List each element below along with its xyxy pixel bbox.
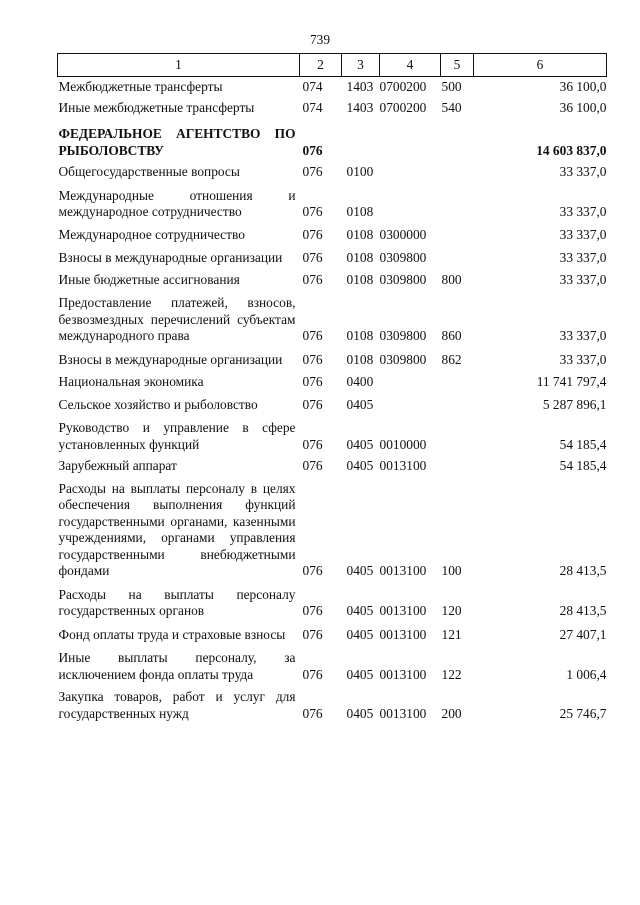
table-row [58,288,607,345]
row-target-article-code: 0700200 [379,99,427,115]
header-row [58,54,607,77]
page-number: 739 [309,32,331,47]
row-target-article-code: 0013100 [379,458,427,473]
row-expense-type-code: 121 [441,626,462,642]
row-amount: 28 413,5 [559,603,607,618]
row-expense-type-code: 540 [441,99,462,115]
row-section-code: 0405 [346,626,374,642]
budget-table [57,53,607,722]
row-ministry-code: 076 [302,666,323,682]
row-amount: 33 337,0 [559,328,607,343]
row-name: Фонд оплаты труда и страховые взносы [58,626,286,642]
header-col-2: 2 [300,54,342,77]
row-amount: 5 287 896,1 [542,396,607,412]
header-col-4: 4 [380,54,441,77]
row-expense-type-code [441,391,474,414]
row-ministry-code: 076 [302,226,323,242]
row-expense-type-code [441,243,474,267]
row-target-article-code: 0013100 [379,666,427,682]
row-section-code: 0100 [346,164,374,179]
row-amount: 54 185,4 [559,436,607,452]
row-ministry-code: 076 [302,142,323,158]
row-ministry-code: 074 [302,79,323,94]
row-target-article-code [380,116,441,159]
row-expense-type-code [441,181,474,221]
row-section-code: 0405 [346,603,374,618]
row-target-article-code: 0013100 [379,563,427,578]
row-section-code: 0108 [346,328,374,343]
row-section-code: 1403 [346,79,374,94]
row-section-code: 0108 [346,351,374,367]
row-expense-type-code [441,221,474,244]
row-target-article-code: 0309800 [379,328,427,343]
row-expense-type-code [441,368,474,391]
table-row [58,453,607,475]
row-amount: 33 337,0 [559,351,607,367]
table-row [58,77,607,96]
row-amount: 27 407,1 [559,626,607,642]
row-section-code: 0400 [346,374,374,389]
row-name: Международные отношения и международное сотрудничество [58,187,296,219]
row-section-code: 0405 [346,396,374,412]
table-row [58,243,607,267]
row-ministry-code: 076 [302,351,323,367]
table-row [58,116,607,159]
row-section-code: 0108 [346,271,374,287]
row-name: Иные выплаты персоналу, за исключением фонда оплаты труда [58,650,296,682]
row-ministry-code: 076 [302,396,323,412]
row-ministry-code: 074 [302,99,323,115]
row-expense-type-code: 500 [441,79,462,94]
row-section-code: 0405 [346,563,374,578]
row-ministry-code: 076 [302,250,323,265]
row-name: Межбюджетные трансферты [58,79,223,94]
row-name: Взносы в международные организации [58,351,283,367]
row-amount: 54 185,4 [559,458,607,473]
row-ministry-code: 076 [302,374,323,389]
row-name: Предоставление платежей, взносов, безвозмездных перечислений субъектам международного права [58,295,296,343]
row-amount: 33 337,0 [559,164,607,179]
row-expense-type-code [441,159,474,181]
table-row [58,221,607,244]
row-name: Взносы в международные организации [58,250,283,265]
row-section-code: 1403 [346,99,374,115]
table-header [58,54,607,77]
row-section-code: 0108 [346,250,374,265]
row-section-code [342,116,380,159]
row-expense-type-code [441,116,474,159]
row-expense-type-code: 862 [441,351,462,367]
row-ministry-code: 076 [302,705,323,721]
row-amount: 11 741 797,4 [536,374,607,389]
row-name: ФЕДЕРАЛЬНОЕ АГЕНТСТВО ПО РЫБОЛОВСТВУ [58,126,296,158]
row-section-code: 0405 [346,458,374,473]
row-amount: 28 413,5 [559,563,607,578]
row-target-article-code: 0300000 [379,226,427,242]
row-ministry-code: 076 [302,563,323,578]
row-amount: 33 337,0 [559,204,607,219]
row-ministry-code: 076 [302,626,323,642]
row-target-article-code: 0013100 [379,626,427,642]
table-row [58,159,607,181]
row-expense-type-code: 200 [441,705,462,721]
row-expense-type-code: 122 [441,666,462,682]
row-target-article-code: 0309800 [379,351,427,367]
row-section-code: 0405 [346,436,374,452]
row-section-code: 0108 [346,226,374,242]
row-name: Закупка товаров, работ и услуг для государственных нужд [58,689,296,721]
row-name: Расходы на выплаты персоналу в целях обеспечения выполнения функций государственными органами, казенными учреждениями, органами управления государственными внебюджетными фондами [58,480,296,578]
row-expense-type-code: 860 [441,328,462,343]
row-expense-type-code [441,453,474,475]
row-section-code: 0108 [346,204,374,219]
row-target-article-code: 0013100 [379,705,427,721]
row-section-code: 0405 [346,666,374,682]
row-target-article-code [380,368,441,391]
table-row [58,96,607,117]
header-col-6: 6 [474,54,607,77]
row-expense-type-code: 100 [441,563,462,578]
table-row [58,181,607,221]
row-target-article-code [380,391,441,414]
row-name: Международное сотрудничество [58,226,245,242]
row-name: Иные бюджетные ассигнования [58,271,240,287]
row-amount: 36 100,0 [559,99,607,115]
row-target-article-code [380,181,441,221]
table-row [58,368,607,391]
table-row [58,413,607,453]
table-row [58,345,607,369]
row-name: Расходы на выплаты персоналу государственных органов [58,586,296,618]
table-body [58,77,607,723]
table-row [58,475,607,580]
table-row [58,643,607,683]
row-amount: 36 100,0 [559,79,607,94]
row-amount: 33 337,0 [559,250,607,265]
table-row [58,267,607,289]
row-expense-type-code: 120 [441,603,462,618]
row-expense-type-code: 800 [441,271,462,287]
row-amount: 14 603 837,0 [536,142,607,158]
row-ministry-code: 076 [302,458,323,473]
row-section-code: 0405 [346,705,374,721]
row-target-article-code: 0700200 [379,79,427,94]
header-col-5: 5 [441,54,474,77]
header-col-3: 3 [342,54,380,77]
table-row [58,683,607,722]
row-target-article-code: 0309800 [379,250,427,265]
table-row [58,620,607,644]
table-row [58,391,607,414]
row-name: Сельское хозяйство и рыболовство [58,396,258,412]
row-target-article-code [380,159,441,181]
row-name: Национальная экономика [58,374,204,389]
row-ministry-code: 076 [302,271,323,287]
row-target-article-code: 0013100 [379,603,427,618]
row-ministry-code: 076 [302,204,323,219]
header-col-1: 1 [58,54,300,77]
row-target-article-code: 0309800 [379,271,427,287]
row-ministry-code: 076 [302,436,323,452]
row-name: Зарубежный аппарат [58,458,177,473]
row-name: Руководство и управление в сфере установленных функций [58,420,296,452]
row-amount: 1 006,4 [566,666,607,682]
row-target-article-code: 0010000 [379,436,427,452]
row-ministry-code: 076 [302,603,323,618]
row-ministry-code: 076 [302,328,323,343]
row-expense-type-code [441,413,474,453]
row-name: Иные межбюджетные трансферты [58,99,255,115]
table-row [58,580,607,620]
row-amount: 33 337,0 [559,271,607,287]
row-amount: 25 746,7 [559,705,607,721]
row-ministry-code: 076 [302,164,323,179]
row-name: Общегосударственные вопросы [58,164,240,179]
row-amount: 33 337,0 [559,226,607,242]
